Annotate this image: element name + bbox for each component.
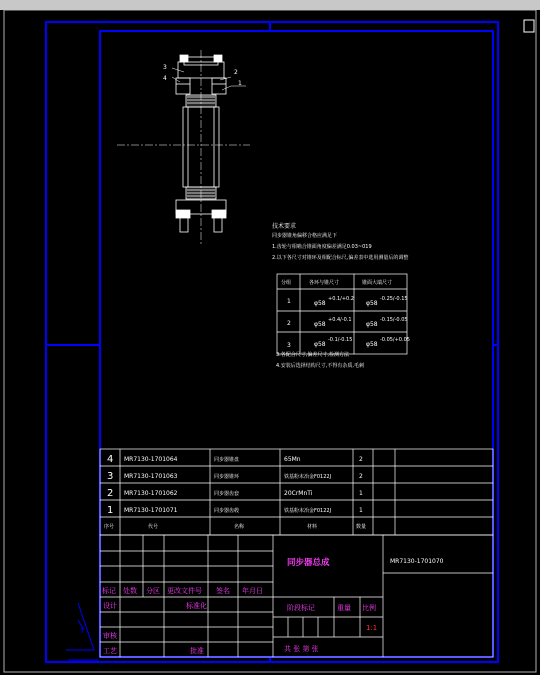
rev-header-sign: 签名 [216,587,230,595]
size-row-3-a-tol: -0.1/-0.15 [328,337,353,343]
bom-row-4-material: 铁基粉末冶金F0122J [284,508,332,514]
bom-row-2-code: MR7130-1701063 [124,473,178,480]
bom-row-1-no: 4 [107,454,114,465]
rev-header-zone: 分区 [146,587,160,595]
bom-header-qty: 数量 [356,524,367,530]
title-block-grid [100,535,493,657]
label-process: 工艺 [103,647,117,655]
part-label-1: 1 [238,80,242,87]
sheet-count: 共 张 第 张 [284,645,319,653]
scale-value: 1:1 [366,624,378,632]
bom-row-3-no: 2 [107,488,114,499]
bom-row-1-code: MR7130-1701064 [124,456,178,463]
tech-req-line-2: 1.齿轮与相啮合锥面角度偏差满足0.03~019 [272,244,372,250]
tech-req-line-3: 2.以下各尺寸对锥环及相配合标尺,偏差表中选用测量后的调整 [272,255,409,261]
size-row-1-a-tol: +0.1/+0.2 [328,296,354,302]
tech-req-line-1: 同步器锥角偏移合格应满足下 [272,233,338,239]
size-row-1-a: φ58 [314,300,326,307]
bom-row-1-name: 同步器锥盘 [214,457,240,463]
bom-row-4-name: 同步器齿毂 [214,508,240,514]
size-row-1-b-tol: -0.25/-0.15 [380,296,408,302]
ucs-axis-label-y: Y [80,627,85,635]
bom-row-1-qty: 2 [359,456,363,463]
size-table-header-group: 分组 [281,280,292,286]
bom-row-3-code: MR7130-1701062 [124,490,178,497]
bom-header-name: 名称 [234,524,245,530]
part-label-4: 4 [163,75,167,82]
size-row-2-group: 2 [287,320,291,327]
bom-row-2-name: 同步器锥环 [214,474,240,480]
bom-row-4-no: 1 [107,505,114,516]
bom-row-3-material: 20CrMnTi [284,490,313,497]
synchronizer-section-view [117,50,250,245]
bom-row-2-material: 铁基粉末冶金F0122J [284,474,332,480]
size-row-2-b: φ58 [366,321,378,328]
size-row-2-a: φ58 [314,321,326,328]
rev-header-mark: 标记 [102,587,116,595]
bom-row-3-name: 同步器齿套 [214,491,240,497]
rev-header-doc: 更改文件号 [167,587,202,595]
rev-header-count: 处数 [123,587,137,595]
size-row-3-b: φ58 [366,341,378,348]
size-table-header-b: 锥面大端尺寸 [362,280,393,286]
corner-marker [524,20,534,32]
bom-row-4-code: MR7130-1701071 [124,507,178,514]
label-standardize: 标准化 [186,602,207,610]
label-review: 审核 [103,632,117,640]
bom-header-no: 序号 [104,524,115,530]
bom-row-2-qty: 2 [359,473,363,480]
part-label-2: 2 [234,69,238,76]
bom-row-2-no: 3 [107,471,114,482]
size-row-1-group: 1 [287,298,291,305]
part-label-3: 3 [163,64,167,71]
rev-header-date: 年月日 [242,587,263,595]
size-row-3-b-tol: -0.05/+0.05 [380,337,410,343]
window-top-bar [0,0,540,10]
size-row-2-b-tol: -0.15/-0.05 [380,317,408,323]
drawing-code: MR7130-1701070 [390,558,444,565]
size-row-1-b: φ58 [366,300,378,307]
label-weight: 重量 [337,604,351,612]
tech-req-heading: 技术要求 [272,223,297,230]
size-row-3-group: 3 [287,342,291,349]
label-design: 设计 [103,602,117,610]
size-table-header-a: 各环与锥尺寸 [309,280,340,286]
size-row-2-a-tol: +0.4/-0.1 [328,317,352,323]
tech-req-line-4: 3.各配合尺寸,偏差尺寸,检测方法 [276,352,349,358]
label-stage-mark: 阶段标记 [287,604,315,612]
bom-row-3-qty: 1 [359,490,363,497]
bom-row-1-material: 65Mn [284,456,301,463]
label-scale: 比例 [362,604,376,612]
cad-drawing-canvas[interactable] [0,10,540,675]
size-row-3-a: φ58 [314,341,326,348]
bom-header-material: 材料 [307,524,318,530]
drawing-name: 同步器总成 [287,558,330,568]
bom-row-4-qty: 1 [359,507,363,514]
bom-header-code: 代号 [148,524,159,530]
label-approve: 批准 [190,647,204,655]
tech-req-line-5: 4.安装后选择结构尺寸,不得有杂质,毛刺 [276,363,364,369]
